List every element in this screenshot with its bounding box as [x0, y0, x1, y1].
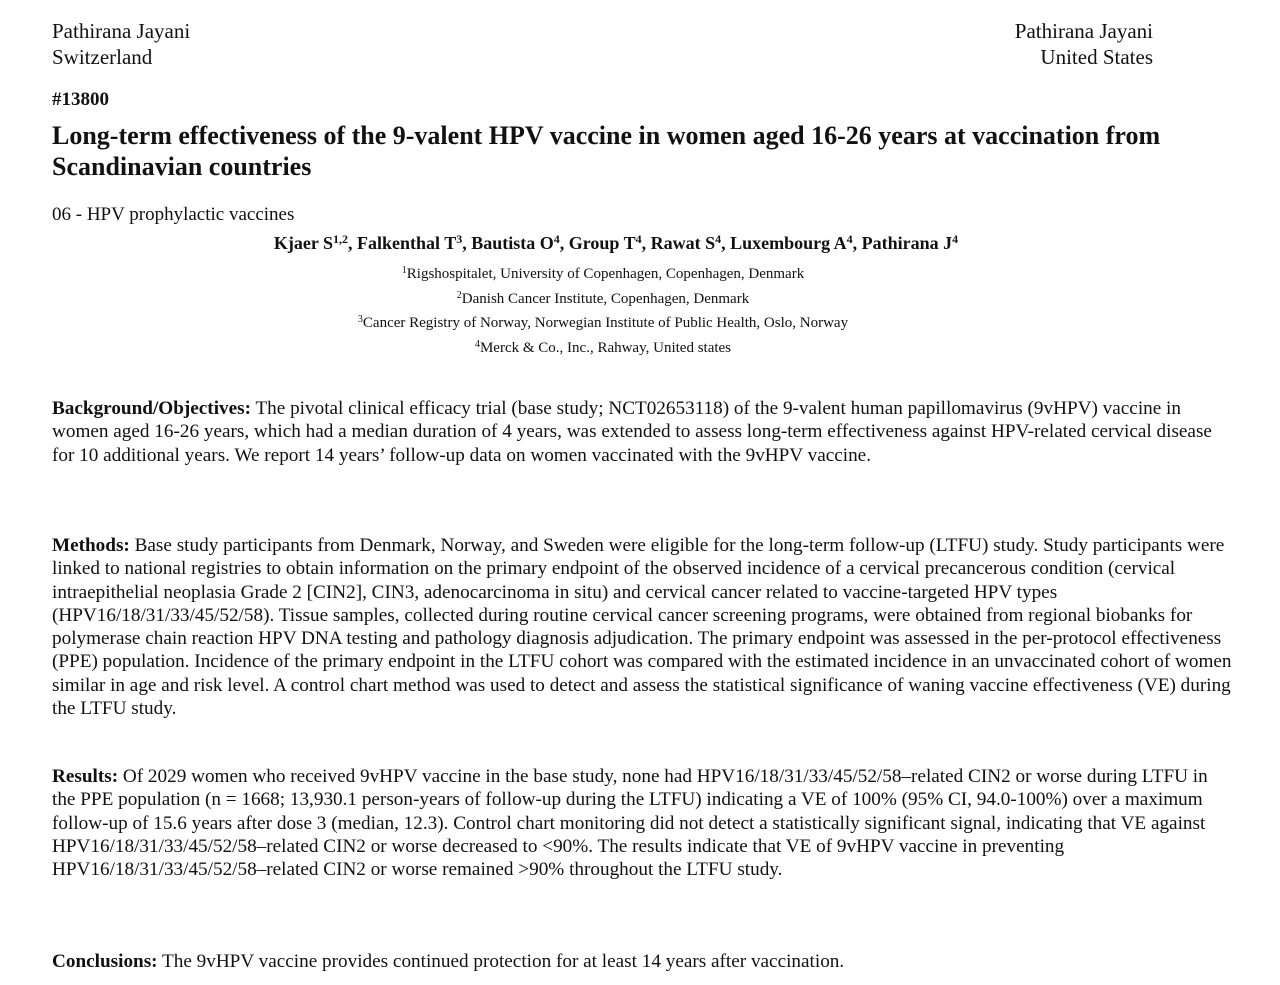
author-name: Bautista O	[471, 233, 554, 253]
author-list	[0, 230, 1232, 256]
header-left-country: Switzerland	[52, 45, 153, 69]
author-affil-ref: 4	[635, 232, 642, 246]
affiliation	[0, 336, 1206, 361]
affiliation-text: Cancer Registry of Norway, Norwegian Institute of Public Health, Oslo, Norway	[362, 315, 849, 331]
author-name: Pathirana J	[861, 233, 953, 253]
affiliation-number: 1	[401, 265, 407, 276]
author-separator: ,	[721, 233, 731, 253]
affiliation	[0, 287, 1206, 312]
author-name: Luxembourg A	[730, 233, 847, 253]
methods-label: Methods:	[52, 535, 130, 556]
header-right-country: United States	[1040, 45, 1153, 69]
affiliation-number: 3	[357, 314, 363, 325]
author-affil-ref: 4	[846, 232, 853, 246]
affiliation	[0, 311, 1206, 336]
author-separator: ,	[559, 233, 569, 253]
affiliation-text: Merck & Co., Inc., Rahway, United states	[479, 339, 732, 356]
author-affil-ref: 4	[553, 232, 560, 246]
affiliation	[0, 262, 1206, 287]
author	[651, 233, 731, 253]
methods-section	[52, 534, 1232, 720]
header-right	[1015, 18, 1153, 70]
author	[471, 233, 569, 253]
abstract-category: 06 - HPV prophylactic vaccines	[52, 204, 295, 225]
results-text: Of 2029 women who received 9vHPV vaccine in the base study, none had HPV16/18/31/33/45/52/58–related CIN2 or worse during LTFU in the PPE population (n = 1668; 13,930.1 person-years of follow-up during the LTFU) indicating a VE of 100% (95% CI, 94.0-100%) over a maximum follow-up of 15.6 years after dose 3 (median, 12.3). Control chart monitoring did not detect a statistically significant signal, indicating that VE against HPV16/18/31/33/45/52/58–related CIN2 or worse decreased to <90%. The results indicate that VE of 9vHPV vaccine in preventing HPV16/18/31/33/45/52/58–related CIN2 or worse remained >90% throughout the LTFU study.	[52, 766, 1208, 881]
author-separator: ,	[852, 233, 862, 253]
affiliation-number: 2	[456, 289, 462, 301]
affiliation-number: 4	[474, 338, 480, 350]
abstract-number: #13800	[52, 89, 109, 110]
background-label: Background/Objectives:	[52, 398, 251, 419]
author-affil-ref: 4	[952, 232, 959, 246]
author-name: Rawat S	[650, 233, 716, 253]
conclusions-text: The 9vHPV vaccine provides continued protection for at least 14 years after vaccination.	[162, 951, 845, 972]
header-left	[52, 18, 190, 70]
affiliation-text: Danish Cancer Institute, Copenhagen, Denmark	[461, 290, 750, 307]
results-section	[52, 765, 1232, 881]
author-separator: ,	[462, 233, 472, 253]
methods-text: Base study participants from Denmark, Norway, and Sweden were eligible for the long-term follow-up (LTFU) study. Study participants were linked to national registries to obtain information on the primary endpoint of the observed incidence of a cervical precancerous condition (cervical intraepithelial neoplasia Grade 2 [CIN2], CIN3, adenocarcinoma in situ) and cervical cancer related to vaccine-targeted HPV types (HPV16/18/31/33/45/52/58). Tissue samples, collected during routine cervical cancer screening programs, were obtained from regional biobanks for polymerase chain reaction HPV DNA testing and pathology diagnosis adjudication. The primary endpoint was assessed in the per-protocol effectiveness (PPE) population. Incidence of the primary endpoint in the LTFU cohort was compared with the estimated incidence in an unvaccinated cohort of women similar in age and risk level. A control chart method was used to detect and assess the statistical significance of waning vaccine effectiveness (VE) during the LTFU study.	[52, 535, 1232, 720]
author-affil-ref: 4	[715, 232, 722, 246]
affiliation-text: Rigshospitalet, University of Copenhagen, Copenhagen, Denmark	[406, 266, 805, 282]
author-affil-ref: 1,2	[333, 232, 348, 246]
author-affil-ref: 3	[456, 232, 463, 246]
conclusions-section	[52, 950, 1232, 973]
results-label: Results:	[52, 766, 119, 787]
conclusions-label: Conclusions:	[52, 951, 158, 972]
author-name: Kjaer S	[273, 233, 333, 253]
author	[569, 233, 651, 253]
author-name: Falkenthal T	[357, 233, 457, 253]
background-section	[52, 397, 1232, 467]
author	[357, 233, 471, 253]
background-text: The pivotal clinical efficacy trial (base study; NCT02653118) of the 9-valent human papillomavirus (9vHPV) vaccine in women aged 16-26 years, which had a median duration of 4 years, was extended to assess long-term effectiveness against HPV-related cervical disease for 10 additional years. We report 14 years’ follow-up data on women vaccinated with the 9vHPV vaccine.	[52, 398, 1212, 466]
header-right-name: Pathirana Jayani	[1014, 19, 1153, 43]
author-separator: ,	[641, 233, 651, 253]
author	[862, 233, 959, 253]
author	[730, 233, 862, 253]
header-left-name: Pathirana Jayani	[52, 19, 191, 43]
affiliation-list	[0, 262, 1206, 360]
author-separator: ,	[348, 233, 357, 253]
author	[274, 233, 357, 253]
author-name: Group T	[568, 233, 636, 253]
abstract-title: Long-term effectiveness of the 9-valent HPV vaccine in women aged 16-26 years at vaccination from Scandinavian countries	[52, 121, 1161, 181]
